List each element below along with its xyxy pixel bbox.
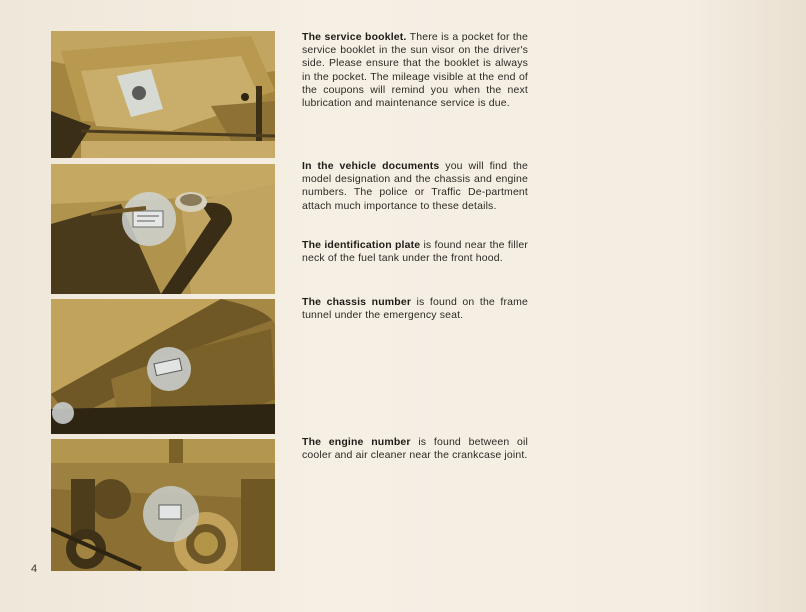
heading-vehicle-documents: In the vehicle documents [302,160,440,172]
photo-chassis-number [51,299,275,434]
photo-identification-plate [51,164,275,294]
paragraph-engine-number [302,436,528,462]
text-vehicle-documents: you will find the model designation and the chassis and engine numbers. The police or Traffic De-partment attach much importance to these details. [302,160,529,212]
page-number: 4 [31,563,38,575]
photo-engine-number [51,439,275,571]
text-chassis-number: is found on the frame tunnel under the emergency seat. [302,296,528,322]
paragraph-identification-plate [302,239,528,265]
paragraph-vehicle-documents [302,160,528,213]
heading-chassis-number: The chassis number [302,296,412,308]
photo-sun-visor-booklet [51,31,275,158]
heading-identification-plate: The identification plate [302,239,421,251]
paragraph-service-booklet [302,31,528,110]
text-service-booklet: There is a pocket for the service booklet in the sun visor on the driver's side. Please ensure that the booklet is always in the pocket. The mileage visible at the end of the coupons will remind you when the next lubrication and maintenance service is due. [302,31,528,110]
heading-service-booklet: The service booklet. [302,31,407,43]
heading-engine-number: The engine number [302,436,411,448]
text-identification-plate: is found near the filler neck of the fuel tank under the front hood. [302,239,528,265]
text-engine-number: is found between oil cooler and air cleaner near the crankcase joint. [302,436,528,462]
paragraph-chassis-number [302,296,528,322]
